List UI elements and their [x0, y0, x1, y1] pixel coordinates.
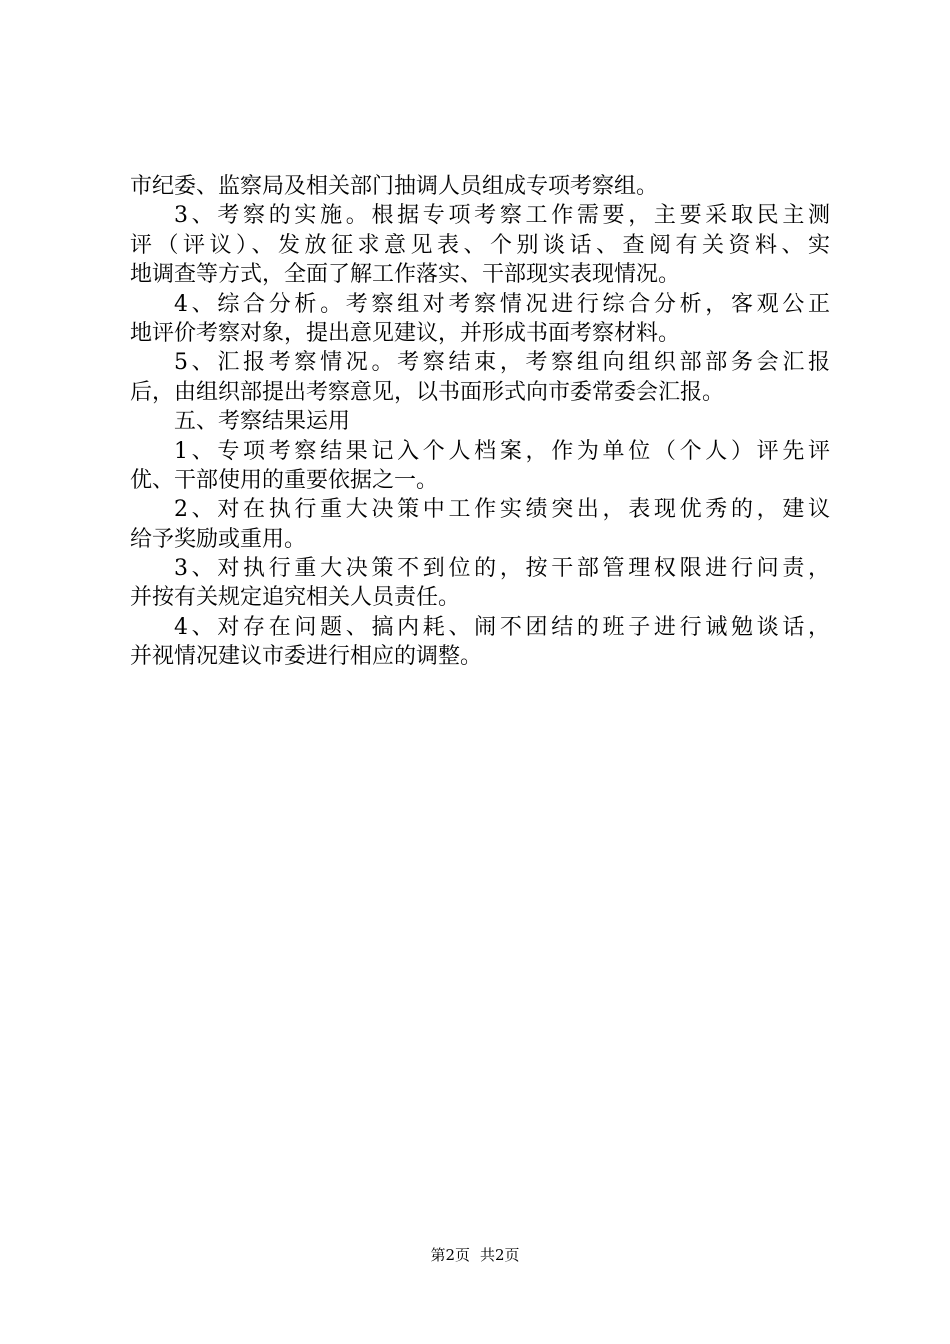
paragraph-line: 1、专项考察结果记入个人档案，作为单位（个人）评先评 [174, 438, 830, 464]
paragraph-line: 4、综合分析。考察组对考察情况进行综合分析，客观公正 [174, 291, 830, 317]
paragraph-line: 3、对执行重大决策不到位的，按干部管理权限进行问责， [174, 556, 830, 582]
paragraph-line: 地调查等方式，全面了解工作落实、干部现实表现情况。 [130, 262, 681, 288]
paragraph-line: 并按有关规定追究相关人员责任。 [130, 585, 461, 611]
paragraph-line: 3、考察的实施。根据专项考察工作需要，主要采取民主测 [174, 203, 830, 229]
paragraph-line: 优、干部使用的重要依据之一。 [130, 467, 439, 493]
paragraph-line: 2、对在执行重大决策中工作实绩突出，表现优秀的，建议 [174, 497, 830, 523]
paragraph-line: 地评价考察对象，提出意见建议，并形成书面考察材料。 [130, 320, 681, 346]
section-heading: 五、考察结果运用 [174, 409, 351, 435]
page-number-total: 共2页 [480, 1246, 520, 1264]
paragraph-line: 评（评议）、发放征求意见表、个别谈话、查阅有关资料、实 [130, 232, 830, 258]
paragraph-line: 给予奖励或重用。 [130, 526, 307, 552]
paragraph-line: 并视情况建议市委进行相应的调整。 [130, 644, 483, 670]
document-body [130, 172, 830, 672]
page-footer [0, 1245, 950, 1265]
paragraph-line: 后，由组织部提出考察意见，以书面形式向市委常委会汇报。 [130, 379, 725, 405]
paragraph-line: 4、对存在问题、搞内耗、闹不团结的班子进行诫勉谈话， [174, 614, 830, 640]
paragraph-line: 市纪委、监察局及相关部门抽调人员组成专项考察组。 [130, 174, 659, 199]
page-number-current: 第2页 [430, 1246, 470, 1264]
paragraph-line: 5、汇报考察情况。考察结束，考察组向组织部部务会汇报 [174, 350, 830, 376]
